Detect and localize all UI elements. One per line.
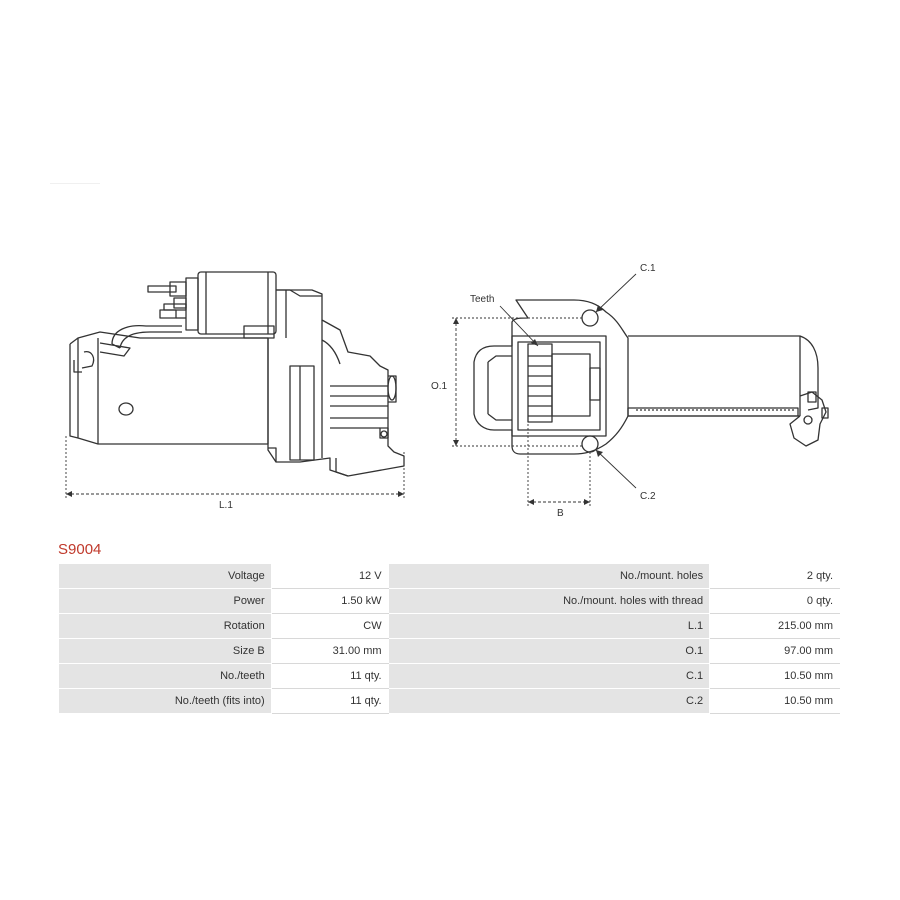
label-teeth: Teeth bbox=[470, 294, 495, 305]
spec-value: 11 qty. bbox=[271, 664, 388, 689]
spec-value: 10.50 mm bbox=[710, 689, 840, 714]
spec-table bbox=[58, 563, 840, 714]
label-c2: C.2 bbox=[640, 491, 656, 502]
spec-value: CW bbox=[271, 614, 388, 639]
label-b: B bbox=[557, 508, 564, 519]
end-view bbox=[474, 300, 828, 454]
part-code: S9004 bbox=[58, 541, 102, 558]
spec-label: Power bbox=[59, 589, 272, 614]
label-l1: L.1 bbox=[219, 500, 233, 511]
label-c1: C.1 bbox=[640, 263, 656, 274]
spec-value: 31.00 mm bbox=[271, 639, 388, 664]
spec-value: 12 V bbox=[271, 564, 388, 589]
spec-label: Rotation bbox=[59, 614, 272, 639]
table-row bbox=[59, 614, 840, 639]
label-o1: O.1 bbox=[431, 381, 448, 392]
spec-value: 215.00 mm bbox=[710, 614, 840, 639]
spec-value: 10.50 mm bbox=[710, 664, 840, 689]
side-view bbox=[70, 272, 404, 476]
spec-label: No./teeth (fits into) bbox=[59, 689, 272, 714]
spec-label: C.1 bbox=[388, 664, 710, 689]
spec-label: C.2 bbox=[388, 689, 710, 714]
spec-label: No./mount. holes with thread bbox=[388, 589, 710, 614]
spec-label: No./teeth bbox=[59, 664, 272, 689]
spec-value: 2 qty. bbox=[710, 564, 840, 589]
spec-label: L.1 bbox=[388, 614, 710, 639]
spec-value: 11 qty. bbox=[271, 689, 388, 714]
spec-value: 97.00 mm bbox=[710, 639, 840, 664]
table-row bbox=[59, 664, 840, 689]
spec-label: No./mount. holes bbox=[388, 564, 710, 589]
table-row bbox=[59, 689, 840, 714]
table-row bbox=[59, 564, 840, 589]
spec-label: Voltage bbox=[59, 564, 272, 589]
spec-value: 0 qty. bbox=[710, 589, 840, 614]
spec-label: Size B bbox=[59, 639, 272, 664]
table-row bbox=[59, 639, 840, 664]
spec-value: 1.50 kW bbox=[271, 589, 388, 614]
table-row bbox=[59, 589, 840, 614]
spec-label: O.1 bbox=[388, 639, 710, 664]
